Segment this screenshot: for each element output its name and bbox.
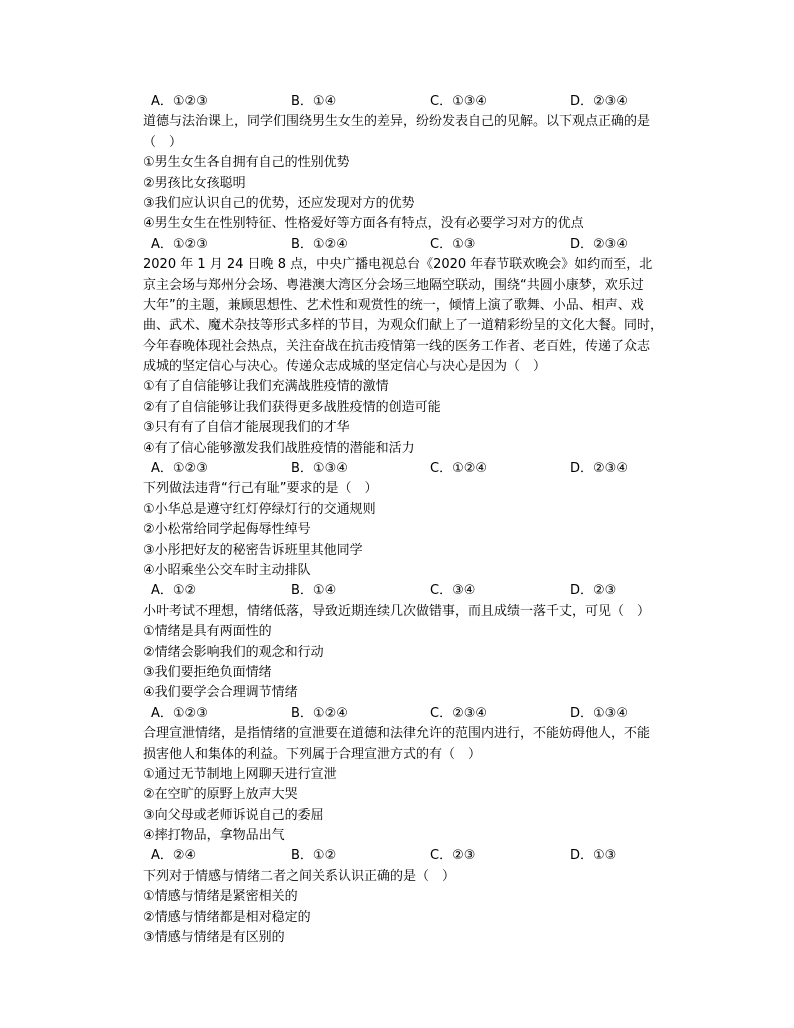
statement-item: ③情感与情绪是有区别的 bbox=[143, 930, 285, 946]
answer-option-c: C．①③ bbox=[430, 236, 476, 252]
answer-option-b: B．①②④ bbox=[291, 705, 348, 721]
statement-item: ①通过无节制地上网聊天进行宣泄 bbox=[143, 766, 337, 782]
answer-option-a: A．①② bbox=[151, 583, 197, 599]
statement-item: ④男生女生在性别特征、性格爱好等方面各有特点，没有必要学习对方的优点 bbox=[143, 216, 584, 232]
answer-option-d: D．②③ bbox=[570, 583, 617, 599]
question-block bbox=[143, 602, 663, 724]
answer-option-c: C．③④ bbox=[430, 583, 476, 599]
answer-options-row bbox=[143, 704, 663, 724]
question-block bbox=[143, 724, 663, 867]
statement-item: ④有了信心能够激发我们战胜疫情的潜能和活力 bbox=[143, 440, 415, 456]
answer-options-row bbox=[143, 235, 663, 255]
answer-options-row bbox=[143, 846, 663, 866]
statement-item: ④摔打物品，拿物品出气 bbox=[143, 828, 285, 844]
answer-options-row bbox=[143, 92, 663, 112]
answer-option-d: D．②③④ bbox=[570, 94, 628, 109]
answer-option-c: C．①③④ bbox=[430, 94, 488, 109]
answer-option-d: D．①③ bbox=[570, 848, 617, 864]
answer-option-c: C．②③ bbox=[430, 848, 476, 864]
answer-option-d: D．②③④ bbox=[570, 236, 628, 252]
answer-option-a: A．①②③ bbox=[151, 236, 208, 252]
question-stem-line: 损害他人和集体的利益。下列属于合理宣泄方式的有（ ） bbox=[143, 746, 482, 762]
statement-item: ①情绪是具有两面性的 bbox=[143, 624, 272, 640]
answer-option-a: A．①②③ bbox=[151, 461, 208, 477]
statement-item: ②在空旷的原野上放声大哭 bbox=[143, 787, 298, 803]
question-stem-line: 2020 年 1 月 24 日晚 8 点，中央广播电视总台《2020 年春节联欢晚会》如约而至，北 bbox=[143, 257, 653, 273]
statement-item: ②情感与情绪都是相对稳定的 bbox=[143, 909, 311, 925]
statement-item: ②小松常给同学起侮辱性绰号 bbox=[143, 522, 311, 538]
statement-item: ①小华总是遵守红灯停绿灯行的交通规则 bbox=[143, 501, 376, 517]
question-list bbox=[143, 92, 663, 948]
answer-option-d: D．②③④ bbox=[570, 461, 628, 477]
statement-item: ③小彤把好友的秘密告诉班里其他同学 bbox=[143, 542, 363, 558]
question-stem-line: 今年春晚体现社会热点，关注奋战在抗击疫情第一线的医务工作者、老百姓，传递了众志 bbox=[143, 338, 651, 354]
answer-option-c: C．②③④ bbox=[430, 705, 488, 721]
statement-item: ③我们应认识自己的优势，还应发现对方的优势 bbox=[143, 195, 415, 211]
answer-option-b: B．①③④ bbox=[291, 461, 348, 477]
answer-options-row bbox=[143, 459, 663, 479]
question-block bbox=[143, 479, 663, 601]
answer-option-b: B．①④ bbox=[291, 94, 337, 109]
statement-item: ①有了自信能够让我们充满战胜疫情的激情 bbox=[143, 379, 389, 395]
question-stem-line: 道德与法治课上，同学们围绕男生女生的差异，纷纷发表自己的见解。以下观点正确的是 bbox=[143, 114, 651, 130]
answer-option-b: B．①② bbox=[291, 848, 337, 864]
answer-option-c: C．①②④ bbox=[430, 461, 488, 477]
statement-item: ③向父母或老师诉说自己的委屈 bbox=[143, 807, 324, 823]
statement-item: ②男孩比女孩聪明 bbox=[143, 175, 246, 191]
answer-option-a: A．①②③ bbox=[151, 705, 208, 721]
answer-option-a: A．②④ bbox=[151, 848, 197, 864]
answer-option-b: B．①②④ bbox=[291, 236, 348, 252]
question-stem-line: 下列做法违背“行己有耻”要求的是（ ） bbox=[143, 481, 378, 497]
question-stem-line: 小叶考试不理想，情绪低落，导致近期连续几次做错事，而且成绩一落千丈，可见（ ） bbox=[143, 603, 651, 619]
question-stem-line: 曲、武术、魔术杂技等形式多样的节目，为观众们献上了一道精彩纷呈的文化大餐。同时， bbox=[143, 318, 664, 334]
question-stem-line: 下列对于情感与情绪二者之间关系认识正确的是（ ） bbox=[143, 868, 456, 884]
answer-option-a: A．①②③ bbox=[151, 94, 208, 109]
statement-item: ③我们要拒绝负面情绪 bbox=[143, 664, 272, 680]
question-stem-line: 成城的坚定信心与决心。传递众志成城的坚定信心与决心是因为（ ） bbox=[143, 359, 547, 375]
answer-options-row bbox=[143, 581, 663, 601]
statement-item: ②情绪会影响我们的观念和行动 bbox=[143, 644, 324, 660]
answer-option-d: D．①③④ bbox=[570, 705, 628, 721]
statement-item: ②有了自信能够让我们获得更多战胜疫情的创造可能 bbox=[143, 399, 441, 415]
statement-item: ③只有有了自信才能展现我们的才华 bbox=[143, 420, 350, 436]
statement-item: ④小昭乘坐公交车时主动排队 bbox=[143, 562, 311, 578]
statement-item: ①情感与情绪是紧密相关的 bbox=[143, 889, 298, 905]
question-block bbox=[143, 255, 663, 479]
question-stem-line: 合理宣泄情绪，是指情绪的宣泄要在道德和法律允许的范围内进行，不能妨碍他人，不能 bbox=[143, 726, 651, 742]
question-block bbox=[143, 112, 663, 255]
answer-option-b: B．①④ bbox=[291, 583, 337, 599]
question-block bbox=[143, 867, 663, 949]
question-stem-line: 京主会场与郑州分会场、粤港澳大湾区分会场三地隔空联动，围绕“共圆小康梦，欢乐过 bbox=[143, 277, 644, 293]
statement-item: ①男生女生各自拥有自己的性别优势 bbox=[143, 155, 350, 171]
question-stem-line: 大年”的主题，兼顾思想性、艺术性和观赏性的统一，倾情上演了歌舞、小品、相声、戏 bbox=[143, 297, 644, 313]
question-stem-line: （ ） bbox=[143, 134, 183, 150]
statement-item: ④我们要学会合理调节情绪 bbox=[143, 685, 298, 701]
options-block bbox=[143, 92, 663, 112]
